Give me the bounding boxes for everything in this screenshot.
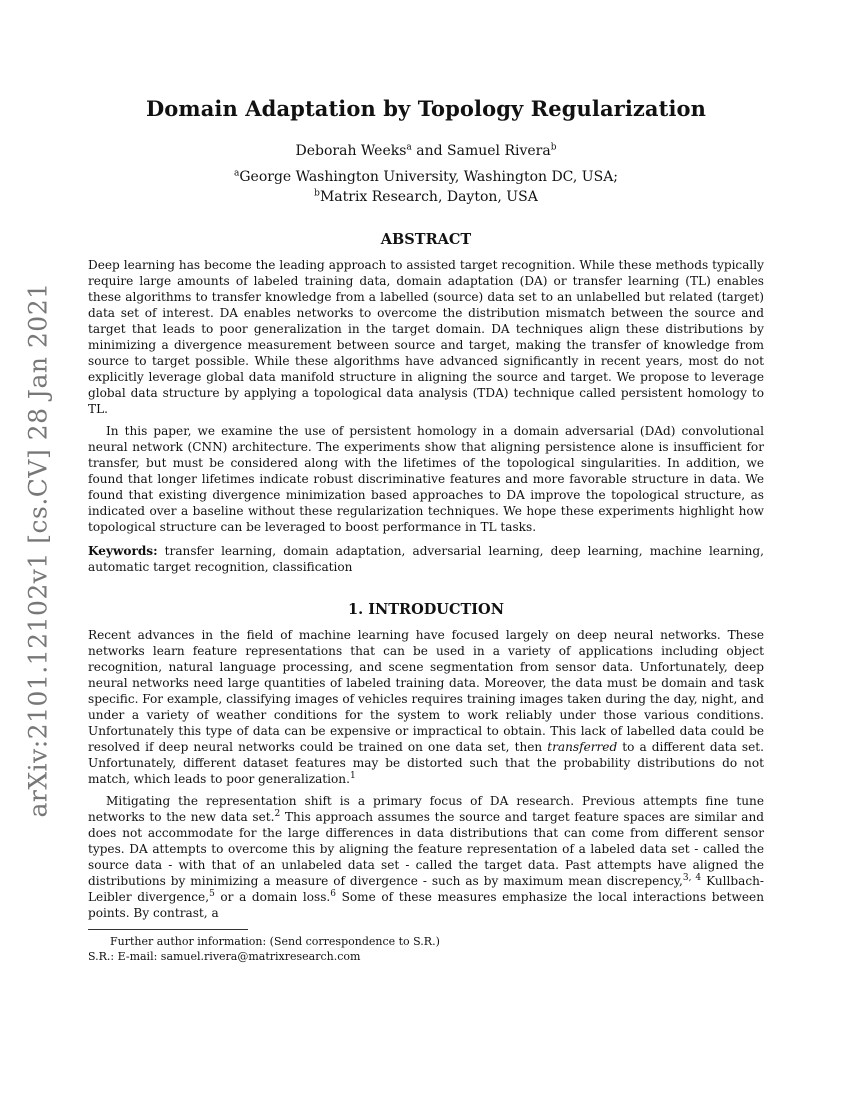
citation-marker: 2 [274, 808, 281, 819]
citation-marker: 5 [209, 888, 215, 899]
intro-text: to a different data set. Unfortunately, different dataset features may be distorted such that the probability distributions do not match, which leads to poor generalization. [88, 740, 764, 786]
intro-text: or a domain loss. [214, 890, 331, 904]
intro-emphasis: transferred [547, 740, 618, 754]
abstract-paragraph: In this paper, we examine the use of persistent homology in a domain adversarial (DAd) convolutional neural network (CNN) architecture. The experiments show that aligning persistence alone is insufficient for transfer, but must be considered along with the lifetimes of the topological singularities. In addition, we found that longer lifetimes indicate robust discriminative features and more favorable structure in data. We found that existing divergence minimization based approaches to DA improve the topological structure, as indicated over a baseline without these regularization techniques. We hope these experiments highlight how topological structure can be leveraged to boost performance in TL tasks. [88, 424, 764, 534]
intro-text: Recent advances in the field of machine learning have focused largely on deep neural networks. These networks learn feature representations that can be used in a variety of applications including object recognition, natural language processing, and scene segmentation from sensor data. Unfortunately, deep neural networks need large quantities of labeled training data. Moreover, the data must be domain and task specific. For example, classifying images of vehicles requires training images taken during the day, night, and under a variety of weather conditions for the system to work reliably under those various conditions. Unfortunately this type of data can be expensive or impractical to obtain. This lack of labelled data could be resolved if deep neural networks could be trained on one data set, then [88, 628, 764, 754]
arxiv-identifier: arXiv:2101.12102v1 [cs.CV] 28 Jan 2021 [23, 282, 53, 818]
affil-marker: a [233, 168, 240, 179]
affiliation-text: George Washington University, Washington DC, USA; [239, 169, 619, 185]
footnote-email: S.R.: E-mail: samuel.rivera@matrixresearch.com [88, 950, 361, 963]
intro-text: This approach assumes the source and target feature spaces are similar and does not accommodate for the large differences in data distributions that can come from different sensor types. DA attempts to overcome this by aligning the feature representation of a labeled data set - called the source data - with that of an unlabeled data set - called the target data. Past attempts have aligned the distributions by minimizing a measure of divergence - such as by maximum mean discrepency, [88, 810, 765, 888]
introduction-heading: 1. INTRODUCTION [348, 601, 504, 618]
footnote-rule [88, 929, 248, 930]
keywords-text: transfer learning, domain adaptation, adversarial learning, deep learning, machine learning, automatic target recognition, classification [88, 544, 764, 574]
affiliation-line [88, 167, 764, 187]
author-name: Samuel Rivera [447, 143, 551, 159]
affil-marker: b [314, 188, 320, 199]
keywords [88, 543, 764, 575]
keywords-label: Keywords: [88, 544, 158, 558]
citation-marker: 6 [330, 888, 336, 899]
abstract-paragraph: Deep learning has become the leading approach to assisted target recognition. While these methods typically require large amounts of labeled training data, domain adaptation (DA) or transfer learning (TL) enables these algorithms to transfer knowledge from a labelled (source) data set to an unlabelled but related (target) data set of interest. DA enables networks to overcome the distribution mismatch between the source and target that leads to poor generalization in the target domain. DA techniques align these distributions by minimizing a divergence measurement between source and target, making the transfer of knowledge from source to target possible. While these algorithms have advanced significantly in recent years, most do not explicitly leverage global data manifold structure in aligning the source and target. We propose to leverage global data structure by applying a topological data analysis (TDA) technique called persistent homology to TL. [88, 258, 764, 416]
intro-text: Mitigating the representation shift is a primary focus of DA research. Previous attempts fine tune networks to the new data set. [88, 794, 764, 824]
author-conjunction: and [411, 143, 448, 159]
intro-paragraph [88, 627, 764, 787]
affiliations [88, 167, 764, 207]
footnote-line: Further author information: (Send correspondence to S.R.) [110, 935, 440, 948]
author-name: Deborah Weeks [295, 143, 407, 159]
citation-marker: 1 [349, 770, 356, 781]
intro-paragraph [88, 793, 764, 921]
intro-text: Some of these measures emphasize the local interactions between points. By contrast, a [88, 890, 764, 920]
paper-title: Domain Adaptation by Topology Regularization [145, 96, 706, 121]
author-line [88, 143, 764, 159]
arxiv-side-stamp [8, 190, 68, 910]
author-affil-marker: b [550, 142, 557, 153]
paper-page [88, 96, 764, 964]
affiliation-line [88, 187, 764, 207]
intro-text: Kullbach-Leibler divergence, [88, 874, 764, 904]
author-affil-marker: a [406, 142, 412, 153]
citation-marker: 3, 4 [682, 872, 702, 883]
affiliation-text: Matrix Research, Dayton, USA [319, 189, 538, 205]
abstract-heading: ABSTRACT [380, 231, 472, 248]
